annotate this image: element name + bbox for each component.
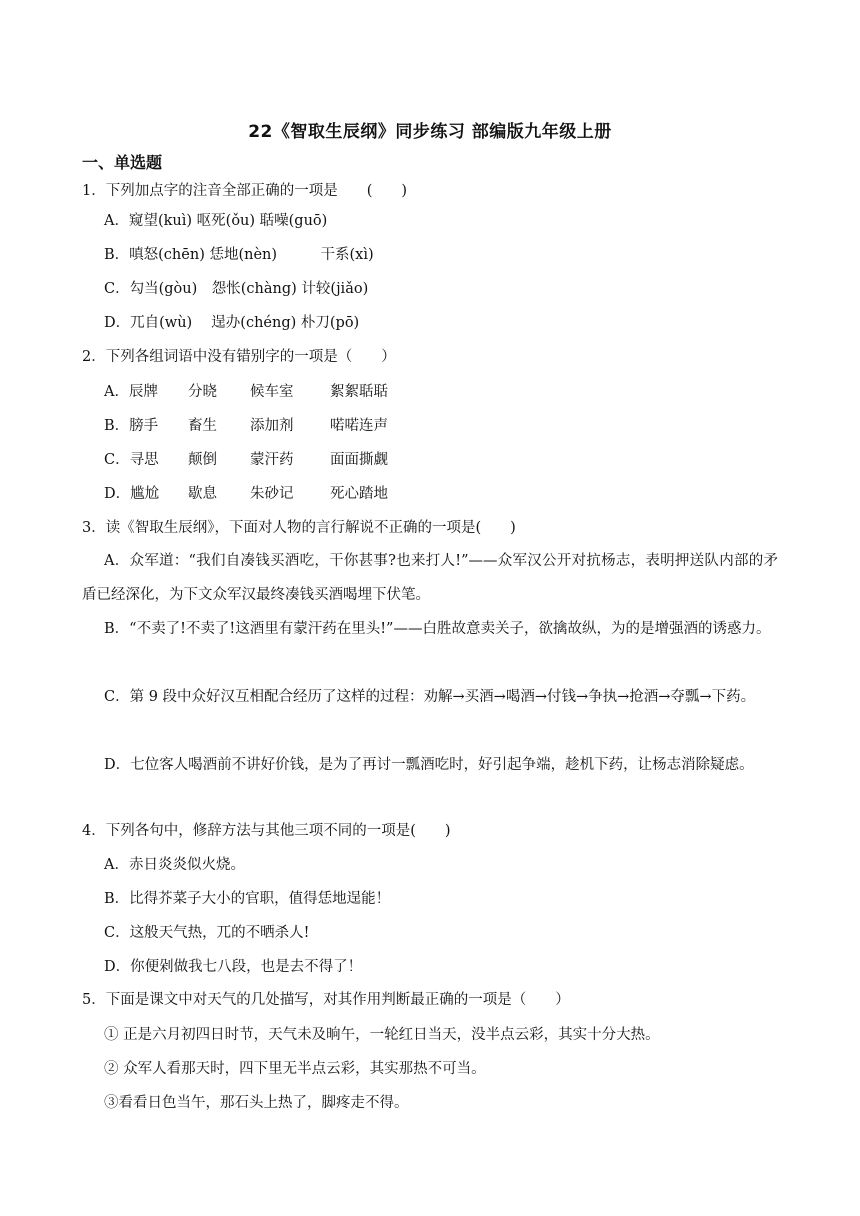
- q2-word: 分晓: [188, 384, 217, 400]
- q2-option-b: [104, 415, 414, 437]
- q3-option-b: B．“不卖了!不卖了!这酒里有蒙汗药在里头!”——白胜故意卖关子，欲擒故纵，为的是增强酒的诱惑力。: [104, 621, 771, 637]
- q2-option-c: [104, 449, 414, 471]
- q2-word: 面面撕觑: [330, 452, 388, 468]
- q4-option-c: C．这般天气热，兀的不晒杀人!: [104, 925, 310, 941]
- q2-word: 死心踏地: [330, 486, 388, 502]
- q4-option-a: A．赤日炎炎似火烧。: [104, 857, 245, 873]
- q2-word: 畜生: [188, 418, 217, 434]
- q5-sentence-2: ② 众军人看那天时，四下里无半点云彩，其实那热不可当。: [104, 1061, 486, 1077]
- q2-word: C．寻思: [104, 452, 159, 468]
- q3-option-a: A．众军道：“我们自凑钱买酒吃，干你甚事?也来打人!”——众军汉公开对抗杨志，表明押送队内部的矛盾已经深化，为下文众军汉最终凑钱买酒喝埋下伏笔。: [82, 553, 778, 603]
- q1-option-c: C．勾当(gòu) 怨怅(chàng) 计较(jiǎo): [104, 281, 369, 297]
- q2-word: 朱砂记: [250, 486, 294, 502]
- q2-word: 歇息: [188, 486, 217, 502]
- q2-option-a: [104, 381, 414, 403]
- q2-word: A．辰牌: [104, 384, 158, 400]
- q1-option-b: B．嗔怒(chēn) 恁地(nèn) 干系(xì): [104, 247, 374, 263]
- q4-option-d: D．你便剁做我七八段，也是去不得了！: [104, 959, 363, 975]
- q3-option-d: D．七位客人喝酒前不讲好价钱，是为了再讨一瓢酒吃时，好引起争端，趁机下药，让杨志消除疑虑。: [104, 757, 754, 773]
- q2-word: 候车室: [250, 384, 294, 400]
- q2-stem: 2．下列各组词语中没有错别字的一项是（ ）: [82, 349, 396, 365]
- q2-option-d: [104, 483, 414, 505]
- q3-option-c: C．第 9 段中众好汉互相配合经历了这样的过程：劝解→买酒→喝酒→付钱→争执→抢酒→夺瓢→下药。: [104, 689, 756, 705]
- q4-stem: 4．下列各句中，修辞方法与其他三项不同的一项是( ): [82, 823, 451, 839]
- document-title: 22《智取生辰纲》同步练习 部编版九年级上册: [248, 122, 612, 142]
- q2-word: 喏喏连声: [330, 418, 388, 434]
- q2-word: 蒙汗药: [250, 452, 294, 468]
- q2-word: 添加剂: [250, 418, 294, 434]
- q1-stem: 1．下列加点字的注音全部正确的一项是 ( ): [82, 183, 408, 199]
- q1-option-d: D．兀自(wù) 逞办(chéng) 朴刀(pō): [104, 315, 360, 331]
- section-heading: 一、单选题: [82, 153, 163, 172]
- q2-word: 颠倒: [188, 452, 217, 468]
- q2-word: 絮絮聒聒: [330, 384, 388, 400]
- q1-option-a: A．窥望(kuì) 呕死(ǒu) 聒噪(guō): [104, 213, 328, 229]
- q2-word: B．膀手: [104, 418, 159, 434]
- q5-sentence-3: ③看看日色当午，那石头上热了，脚疼走不得。: [104, 1095, 409, 1111]
- q4-option-b: B．比得芥菜子大小的官职，值得恁地逞能！: [104, 891, 391, 907]
- q5-sentence-1: ① 正是六月初四日时节，天气未及晌午，一轮红日当天，没半点云彩，其实十分大热。: [104, 1027, 660, 1043]
- q3-stem: 3．读《智取生辰纲》，下面对人物的言行解说不正确的一项是( ): [82, 520, 516, 536]
- q2-word: D．尴尬: [104, 486, 160, 502]
- q5-stem: 5．下面是课文中对天气的几处描写，对其作用判断最正确的一项是（ ）: [82, 992, 570, 1008]
